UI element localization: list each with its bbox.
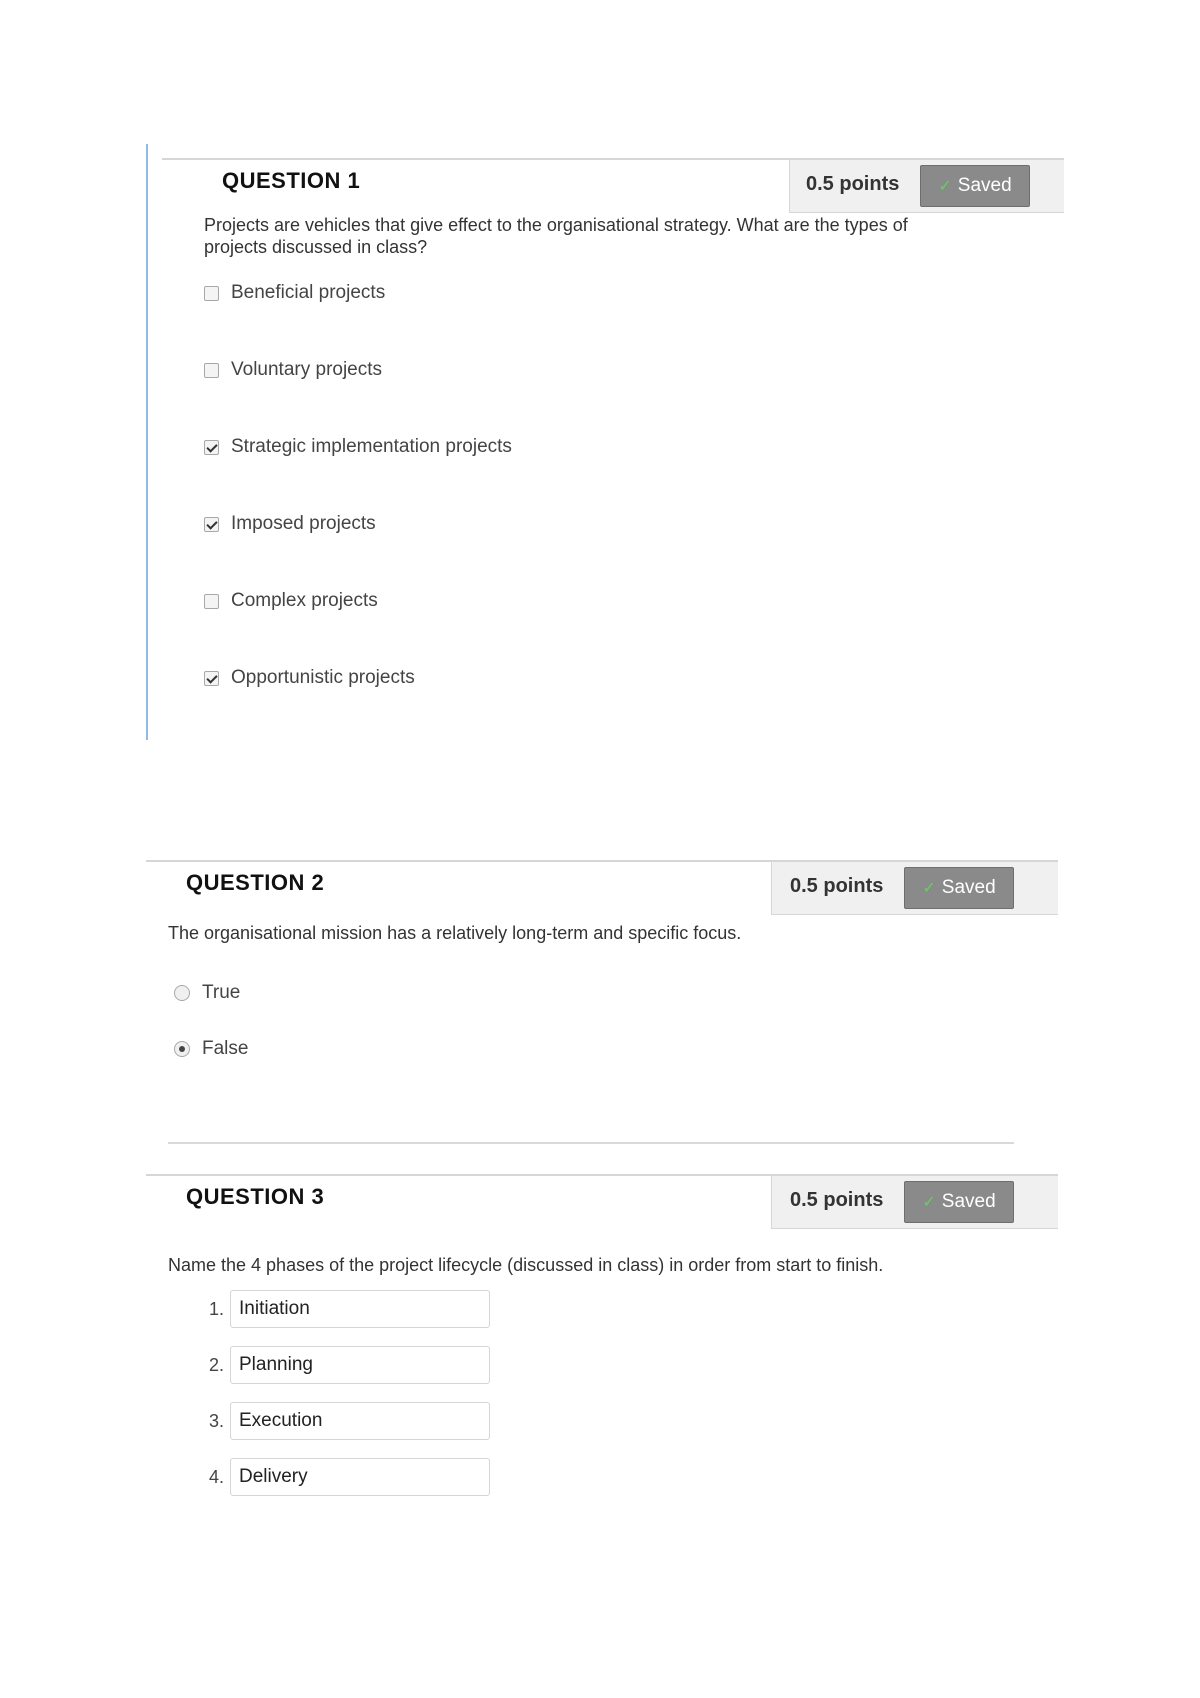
question-3-header [146, 1174, 1058, 1228]
option-label: Voluntary projects [231, 359, 383, 380]
radio-option[interactable] [174, 982, 240, 1004]
checkbox[interactable] [204, 363, 219, 378]
question-1 [162, 158, 1064, 718]
check-icon: ✓ [922, 1194, 936, 1211]
question-text: Name the 4 phases of the project lifecycle (discussed in class) in order from start to finish. [168, 1255, 884, 1275]
saved-button[interactable] [904, 867, 1014, 909]
checkbox-option[interactable] [204, 590, 378, 612]
saved-label: Saved [957, 175, 1012, 196]
section-divider [168, 1142, 1014, 1144]
option-label: False [202, 1038, 249, 1059]
answer-input[interactable] [230, 1458, 490, 1496]
check-icon: ✓ [922, 880, 936, 897]
option-label: True [202, 982, 241, 1003]
option-label: Beneficial projects [231, 282, 386, 303]
radio-option[interactable] [174, 1038, 248, 1060]
question-2-header [146, 860, 1058, 914]
checkbox[interactable] [204, 440, 219, 455]
answer-row [202, 1402, 490, 1440]
answer-input[interactable] [230, 1290, 490, 1328]
checkbox[interactable] [204, 517, 219, 532]
saved-label: Saved [941, 877, 996, 898]
answer-row [202, 1346, 490, 1384]
checkbox[interactable] [204, 286, 219, 301]
option-label: Opportunistic projects [231, 667, 415, 688]
answer-number: 4. [208, 1466, 224, 1487]
points-label: 0.5 points [790, 1189, 884, 1211]
points-label: 0.5 points [806, 173, 900, 195]
option-label: Imposed projects [231, 513, 376, 534]
saved-label: Saved [941, 1191, 996, 1212]
answer-number: 3. [208, 1410, 224, 1431]
answer-input[interactable] [230, 1346, 490, 1384]
check-icon: ✓ [938, 178, 952, 195]
checkbox-option[interactable] [204, 359, 382, 381]
question-title: QUESTION 2 [186, 870, 325, 895]
answer-row [202, 1458, 490, 1496]
question-3 [146, 1174, 1058, 1514]
option-label: Complex projects [231, 590, 378, 611]
points-box [789, 160, 1064, 213]
question-1-accent-line [146, 144, 148, 740]
option-label: Strategic implementation projects [231, 436, 512, 457]
points-box [771, 862, 1058, 915]
checkbox-option[interactable] [204, 667, 415, 689]
answer-number: 2. [208, 1354, 224, 1375]
answer-number: 1. [208, 1298, 224, 1319]
saved-button[interactable] [920, 165, 1030, 207]
checkbox[interactable] [204, 594, 219, 609]
saved-button[interactable] [904, 1181, 1014, 1223]
checkbox-option[interactable] [204, 436, 512, 458]
question-title: QUESTION 1 [222, 168, 361, 193]
checkbox-option[interactable] [204, 513, 376, 535]
question-1-header [162, 158, 1064, 212]
radio-button[interactable] [174, 1041, 190, 1057]
checkbox-option[interactable] [204, 282, 385, 304]
radio-button[interactable] [174, 985, 190, 1001]
points-label: 0.5 points [790, 875, 884, 897]
answer-row [202, 1290, 490, 1328]
checkbox[interactable] [204, 671, 219, 686]
question-2 [146, 860, 1058, 1100]
question-text: Projects are vehicles that give effect to the organisational strategy. What are the types of projects discussed in class? [204, 215, 908, 257]
question-text: The organisational mission has a relatively long-term and specific focus. [168, 923, 742, 943]
points-box [771, 1176, 1058, 1229]
answer-input[interactable] [230, 1402, 490, 1440]
question-title: QUESTION 3 [186, 1184, 325, 1209]
